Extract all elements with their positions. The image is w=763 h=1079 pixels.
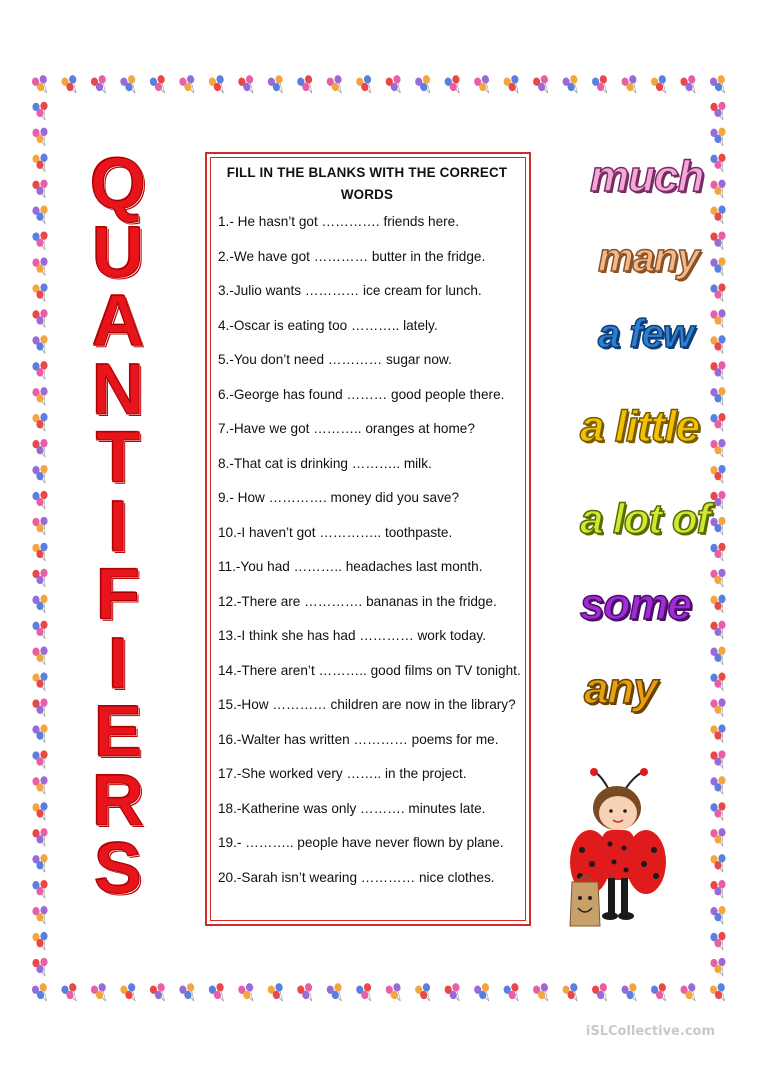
balloon-cluster xyxy=(32,698,47,716)
title-letter: T xyxy=(96,418,140,498)
balloon-cluster xyxy=(61,983,79,1004)
balloon-cluster xyxy=(710,724,725,742)
word-a-little: a little xyxy=(580,402,700,451)
balloon-cluster xyxy=(710,621,725,639)
balloon-cluster xyxy=(710,439,725,457)
balloon-cluster xyxy=(32,465,47,483)
watermark: iSLCollective.com xyxy=(585,1024,715,1039)
balloon-cluster xyxy=(473,75,491,96)
exercise-item: 13.-I think she has had ………… work today. xyxy=(218,628,486,643)
title-letter: N xyxy=(92,349,144,430)
balloon-cluster xyxy=(650,983,668,1004)
exercise-item: 17.-She worked very …….. in the project. xyxy=(218,766,467,781)
balloon-cluster xyxy=(32,932,47,950)
balloon-cluster xyxy=(503,983,521,1004)
balloon-cluster xyxy=(90,983,108,1004)
balloon-cluster xyxy=(326,75,344,96)
balloon-cluster xyxy=(709,75,727,96)
exercise-item: 19.- ……….. people have never flown by plane. xyxy=(218,835,504,850)
word-any: any xyxy=(584,664,657,713)
balloon-cluster xyxy=(296,75,314,96)
balloon-cluster xyxy=(444,983,462,1004)
balloon-cluster xyxy=(562,983,580,1004)
balloon-cluster xyxy=(32,802,47,820)
balloon-cluster xyxy=(710,387,725,405)
balloon-cluster xyxy=(32,854,47,872)
balloon-cluster xyxy=(710,932,725,950)
balloon-cluster xyxy=(32,958,47,976)
balloon-cluster xyxy=(710,413,725,431)
balloon-cluster xyxy=(709,983,727,1004)
balloon-cluster xyxy=(473,983,491,1004)
title-letter: I xyxy=(107,486,128,567)
balloon-cluster xyxy=(710,491,725,509)
title-letter: Q xyxy=(89,144,146,224)
balloon-cluster xyxy=(710,231,725,249)
word-many: many xyxy=(598,236,699,280)
balloon-cluster xyxy=(32,180,47,198)
balloon-cluster xyxy=(32,257,47,275)
balloon-cluster xyxy=(32,724,47,742)
word-some: some xyxy=(580,580,691,629)
exercise-item: 4.-Oscar is eating too ……….. lately. xyxy=(218,317,438,333)
balloon-cluster xyxy=(32,231,47,249)
balloon-cluster xyxy=(710,647,725,665)
balloon-cluster xyxy=(32,439,47,457)
word-a-lot-of: a lot of xyxy=(580,495,710,542)
balloon-cluster xyxy=(710,309,725,327)
balloon-cluster xyxy=(178,75,196,96)
balloon-cluster xyxy=(32,491,47,509)
exercise-item: 9.- How …………. money did you save? xyxy=(218,490,460,505)
exercise-item: 18.-Katherine was only ………. minutes late. xyxy=(218,800,486,816)
balloon-cluster xyxy=(562,75,580,96)
balloon-cluster xyxy=(710,257,725,275)
balloon-cluster xyxy=(532,75,550,96)
balloon-cluster xyxy=(149,983,167,1004)
exercise-heading xyxy=(207,162,527,206)
heading-line-1: FILL IN THE BLANKS WITH THE CORRECT xyxy=(226,165,508,180)
exercise-item: 20.-Sarah isn’t wearing ………… nice clothes. xyxy=(218,869,495,885)
balloon-cluster xyxy=(710,543,725,561)
exercise-item: 8.-That cat is drinking ……….. milk. xyxy=(218,455,432,471)
balloon-cluster xyxy=(503,75,521,96)
exercise-item: 6.-George has found ……… good people there. xyxy=(218,386,505,402)
balloon-cluster xyxy=(32,750,47,768)
title-letter: F xyxy=(96,555,140,635)
title-letter: A xyxy=(92,281,144,361)
exercise-item: 14.-There aren’t ……….. good films on TV tonight. xyxy=(218,662,521,678)
balloon-cluster xyxy=(385,75,403,96)
balloon-cluster xyxy=(31,983,49,1004)
balloon-cluster xyxy=(710,465,725,483)
balloon-cluster xyxy=(710,154,725,172)
balloon-cluster xyxy=(32,413,47,431)
balloon-cluster xyxy=(710,517,725,535)
balloon-cluster xyxy=(32,335,47,353)
quantifiers-title xyxy=(72,144,164,909)
balloon-cluster xyxy=(178,983,196,1004)
exercise-item: 10.-I haven’t got ………….. toothpaste. xyxy=(218,524,453,540)
balloon-cluster xyxy=(296,983,314,1004)
balloon-cluster xyxy=(32,206,47,224)
balloon-cluster xyxy=(710,595,725,613)
balloon-cluster xyxy=(680,983,698,1004)
balloon-cluster xyxy=(650,75,668,96)
balloon-cluster xyxy=(149,75,167,96)
balloon-cluster xyxy=(32,569,47,587)
balloon-cluster xyxy=(120,983,138,1004)
title-letter: U xyxy=(92,212,144,293)
balloon-cluster xyxy=(31,75,49,96)
balloon-cluster xyxy=(710,698,725,716)
balloon-cluster xyxy=(710,102,725,120)
balloon-cluster xyxy=(444,75,462,96)
heading-line-2: WORDS xyxy=(340,187,394,202)
balloon-cluster xyxy=(237,75,255,96)
balloon-cluster xyxy=(710,672,725,690)
balloon-cluster xyxy=(710,569,725,587)
balloon-cluster xyxy=(680,75,698,96)
balloon-cluster xyxy=(710,335,725,353)
exercise-item: 15.-How ………… children are now in the library? xyxy=(218,697,516,712)
balloon-cluster xyxy=(414,75,432,96)
exercise-item: 2.-We have got ………… butter in the fridge. xyxy=(218,248,486,264)
title-letter: R xyxy=(92,760,144,841)
exercise-list xyxy=(218,213,521,903)
balloon-cluster xyxy=(32,387,47,405)
balloon-cluster xyxy=(90,75,108,96)
balloon-cluster xyxy=(237,983,255,1004)
balloon-cluster xyxy=(710,828,725,846)
balloon-cluster xyxy=(621,75,639,96)
balloon-cluster xyxy=(32,880,47,898)
balloon-cluster xyxy=(32,828,47,846)
exercise-item: 7.-Have we got ……….. oranges at home? xyxy=(218,421,475,436)
balloon-cluster xyxy=(32,283,47,301)
balloon-cluster xyxy=(385,983,403,1004)
balloon-cluster xyxy=(532,983,550,1004)
exercise-item: 12.-There are …………. bananas in the fridge. xyxy=(218,593,497,609)
balloon-cluster xyxy=(710,180,725,198)
balloon-cluster xyxy=(710,906,725,924)
balloon-cluster xyxy=(710,361,725,379)
balloon-cluster xyxy=(32,672,47,690)
balloon-cluster xyxy=(32,128,47,146)
balloon-cluster xyxy=(591,75,609,96)
balloon-cluster xyxy=(710,958,725,976)
balloon-cluster xyxy=(591,983,609,1004)
title-letter: I xyxy=(107,623,128,704)
balloon-cluster xyxy=(355,75,373,96)
balloon-cluster xyxy=(710,880,725,898)
exercise-item: 11.-You had ……….. headaches last month. xyxy=(218,559,483,574)
balloon-cluster xyxy=(32,102,47,120)
balloon-cluster xyxy=(710,206,725,224)
balloon-cluster xyxy=(32,517,47,535)
balloon-cluster xyxy=(621,983,639,1004)
exercise-item: 1.- He hasn’t got …………. friends here. xyxy=(218,214,460,229)
exercise-item: 5.-You don’t need ………… sugar now. xyxy=(218,352,452,367)
balloon-cluster xyxy=(326,983,344,1004)
balloon-cluster xyxy=(710,802,725,820)
balloon-cluster xyxy=(32,309,47,327)
title-letter: S xyxy=(93,829,143,909)
balloon-cluster xyxy=(710,776,725,794)
balloon-cluster xyxy=(267,983,285,1004)
ladybug-girl-illustration xyxy=(568,766,668,931)
exercise-item: 16.-Walter has written ………… poems for me. xyxy=(218,731,499,747)
balloon-cluster xyxy=(32,906,47,924)
exercise-item: 3.-Julio wants ………… ice cream for lunch. xyxy=(218,283,482,298)
balloon-cluster xyxy=(61,75,79,96)
balloon-cluster xyxy=(208,75,226,96)
balloon-cluster xyxy=(267,75,285,96)
balloon-cluster xyxy=(414,983,432,1004)
word-a-few: a few xyxy=(598,312,694,356)
balloon-cluster xyxy=(32,361,47,379)
balloon-cluster xyxy=(32,543,47,561)
balloon-cluster xyxy=(355,983,373,1004)
balloon-cluster xyxy=(710,750,725,768)
balloon-cluster xyxy=(120,75,138,96)
balloon-cluster xyxy=(32,647,47,665)
balloon-cluster xyxy=(32,154,47,172)
balloon-cluster xyxy=(710,283,725,301)
balloon-cluster xyxy=(32,595,47,613)
title-letter: E xyxy=(93,692,143,772)
balloon-cluster xyxy=(32,621,47,639)
balloon-cluster xyxy=(710,128,725,146)
balloon-cluster xyxy=(710,854,725,872)
exercise-box xyxy=(205,152,531,926)
word-much: much xyxy=(590,152,704,201)
balloon-cluster xyxy=(208,983,226,1004)
balloon-cluster xyxy=(32,776,47,794)
